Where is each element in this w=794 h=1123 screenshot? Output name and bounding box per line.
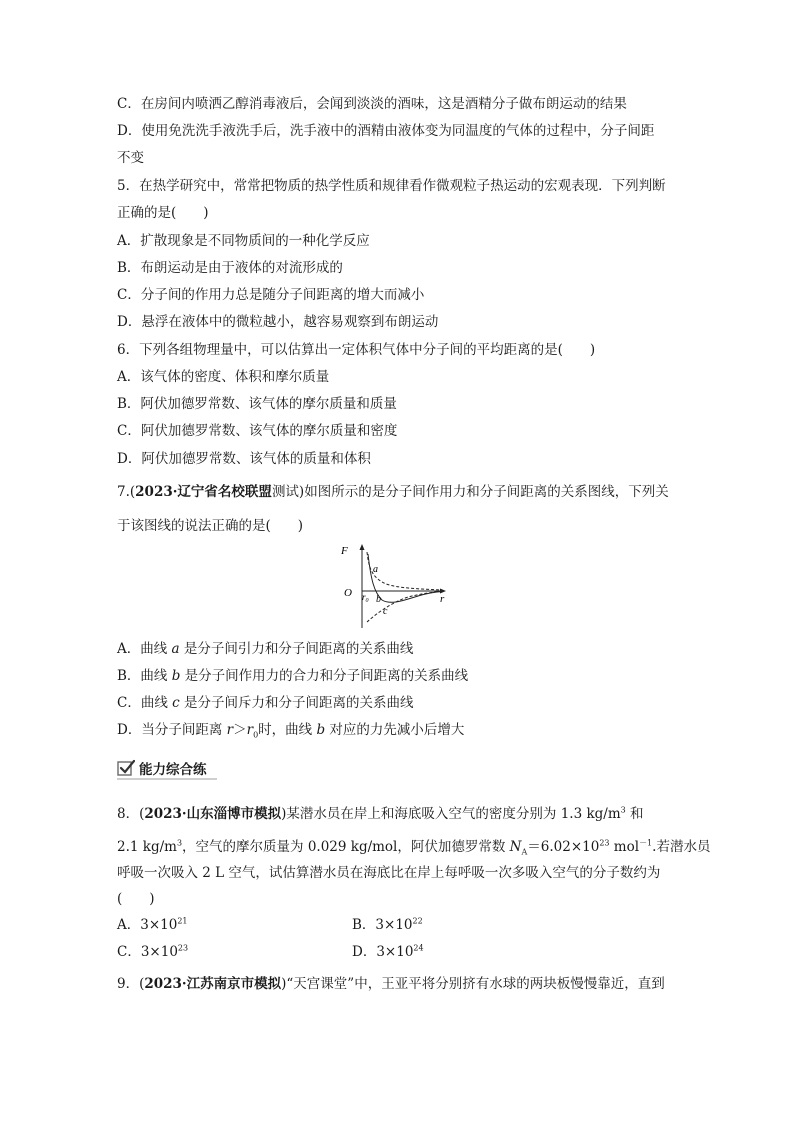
option-text: 是分子间作用力的合力和分子间距离的关系曲线 (180, 668, 469, 684)
text-line: C．在房间内喷洒乙醇消毒液后，会闻到淡淡的酒味，这是酒精分子做布朗运动的结果 (117, 96, 627, 112)
y-axis-arrow (360, 544, 365, 550)
option-text: 对应的力先减小后增大 (325, 722, 465, 738)
option-text: D．当分子间距离 (117, 722, 227, 738)
option-text: B．3×10 (352, 917, 413, 933)
question-6-option-b: B．阿伏加德罗常数、该气体的摩尔质量和质量 (117, 396, 397, 412)
question-7-option-b (117, 667, 468, 685)
question-5-option-a: A．扩散现象是不同物质间的一种化学反应 (117, 233, 370, 249)
question-8-option-c (117, 943, 188, 961)
question-text: )“天宫课堂”中，王亚平将分别挤有水球的两块板慢慢靠近，直到 (281, 976, 665, 992)
curve-a-label: a (373, 564, 378, 575)
option-text: ＞ (233, 722, 247, 738)
question-5-option-d: D．悬浮在液体中的微粒越小，越容易观察到布朗运动 (117, 314, 439, 330)
r0-label: $r_0$ (362, 592, 369, 604)
variable: r (226, 722, 234, 738)
question-7-stem: 于该图线的说法正确的是( ) (117, 518, 304, 534)
option-text: D．3×10 (352, 944, 414, 960)
question-number: 9．( (117, 976, 145, 992)
question-text: )某潜水员在岸上和海底吸入空气的密度分别为 1.3 kg/m (281, 806, 621, 822)
text-line: D．使用免洗洗手液洗手后，洗手液中的酒精由液体变为同温度的气体的过程中，分子间距 (117, 123, 655, 139)
variable: r (246, 722, 254, 738)
question-8-option-b (352, 916, 423, 934)
subscript: 0 (253, 730, 259, 740)
curve-a (367, 552, 442, 590)
question-text: mol (609, 839, 640, 855)
option-text: 是分子间引力和分子间距离的关系曲线 (179, 641, 414, 657)
superscript: 22 (412, 916, 423, 926)
option-text: B．曲线 (117, 668, 172, 684)
question-8-stem: 呼吸一次吸入 2 L 空气，试估算潜水员在海底比在岸上每呼吸一次多吸入空气的分子数约为 (117, 865, 661, 881)
section-header (117, 757, 207, 779)
question-8-stem: ( ) (117, 891, 155, 907)
question-text: ，空气的摩尔质量为 0.029 kg/mol，阿伏加德罗常数 (182, 839, 510, 855)
superscript: 23 (177, 943, 189, 953)
question-text: ＝6.02×10 (527, 839, 600, 855)
question-8-option-d (352, 943, 424, 961)
axis-label-r: r (440, 593, 445, 605)
option-text: A．3×10 (117, 917, 178, 933)
question-number: 7.( (117, 484, 136, 500)
superscript: 24 (413, 943, 424, 953)
superscript: －1 (639, 838, 653, 848)
question-8-stem (117, 838, 710, 856)
question-7-option-c (117, 694, 413, 712)
subscript: A (521, 847, 528, 857)
question-6-option-c: C．阿伏加德罗常数、该气体的摩尔质量和密度 (117, 423, 398, 439)
variable: b (171, 668, 181, 684)
text-line: 不变 (117, 150, 144, 166)
question-6-option-a: A．该气体的密度、体积和摩尔质量 (117, 369, 330, 385)
section-title: 能力综合练 (139, 762, 207, 778)
question-number: 8．( (117, 806, 145, 822)
superscript: 23 (599, 838, 610, 848)
force-distance-graph (338, 540, 458, 632)
question-source: 2023·辽宁省名校联盟 (135, 484, 272, 500)
question-source: 2023·山东淄博市模拟 (144, 806, 282, 822)
curve-b-label: b (376, 594, 381, 605)
question-7-stem (117, 483, 669, 501)
axis-label-f: F (341, 545, 348, 557)
question-text: .若潜水员 (652, 839, 711, 855)
question-text: 和 (625, 806, 644, 822)
variable: N (509, 839, 522, 855)
question-6-option-d: D．阿伏加德罗常数、该气体的质量和体积 (117, 451, 371, 467)
option-text: C．曲线 (117, 695, 173, 711)
option-text: C．3×10 (117, 944, 178, 960)
question-7-option-d (117, 721, 464, 739)
question-5-stem: 正确的是( ) (117, 205, 209, 221)
origin-label: O (344, 587, 352, 599)
superscript: 3 (620, 805, 626, 815)
question-5-stem: 5．在热学研究中，常常把物质的热学性质和规律看作微观粒子热运动的宏观表现．下列判断 (117, 178, 666, 194)
question-source: 2023·江苏南京市模拟 (144, 976, 282, 992)
question-6-stem: 6．下列各组物理量中，可以估算出一定体积气体中分子间的平均距离的是( ) (117, 342, 596, 358)
curve-c-label: c (383, 606, 388, 617)
question-8-option-a (117, 916, 188, 934)
question-text: 2.1 kg/m (117, 839, 177, 855)
superscript: 21 (177, 916, 188, 926)
question-9-stem (117, 975, 665, 993)
question-5-option-b: B．布朗运动是由于液体的对流形成的 (117, 260, 343, 276)
section-divider (117, 778, 217, 780)
variable: c (172, 695, 180, 711)
variable: b (316, 722, 326, 738)
option-text: 时，曲线 (258, 722, 317, 738)
variable: a (171, 641, 180, 657)
question-7-option-a (117, 640, 413, 658)
question-text: 测试)如图所示的是分子间作用力和分子间距离的关系图线，下列关 (271, 484, 669, 500)
question-8-stem (117, 805, 644, 823)
option-text: 是分子间斥力和分子间距离的关系曲线 (179, 695, 414, 711)
question-5-option-c: C．分子间的作用力总是随分子间距离的增大而减小 (117, 287, 425, 303)
option-text: A．曲线 (117, 641, 172, 657)
checkmark-icon (117, 759, 135, 777)
superscript: 3 (176, 838, 183, 848)
